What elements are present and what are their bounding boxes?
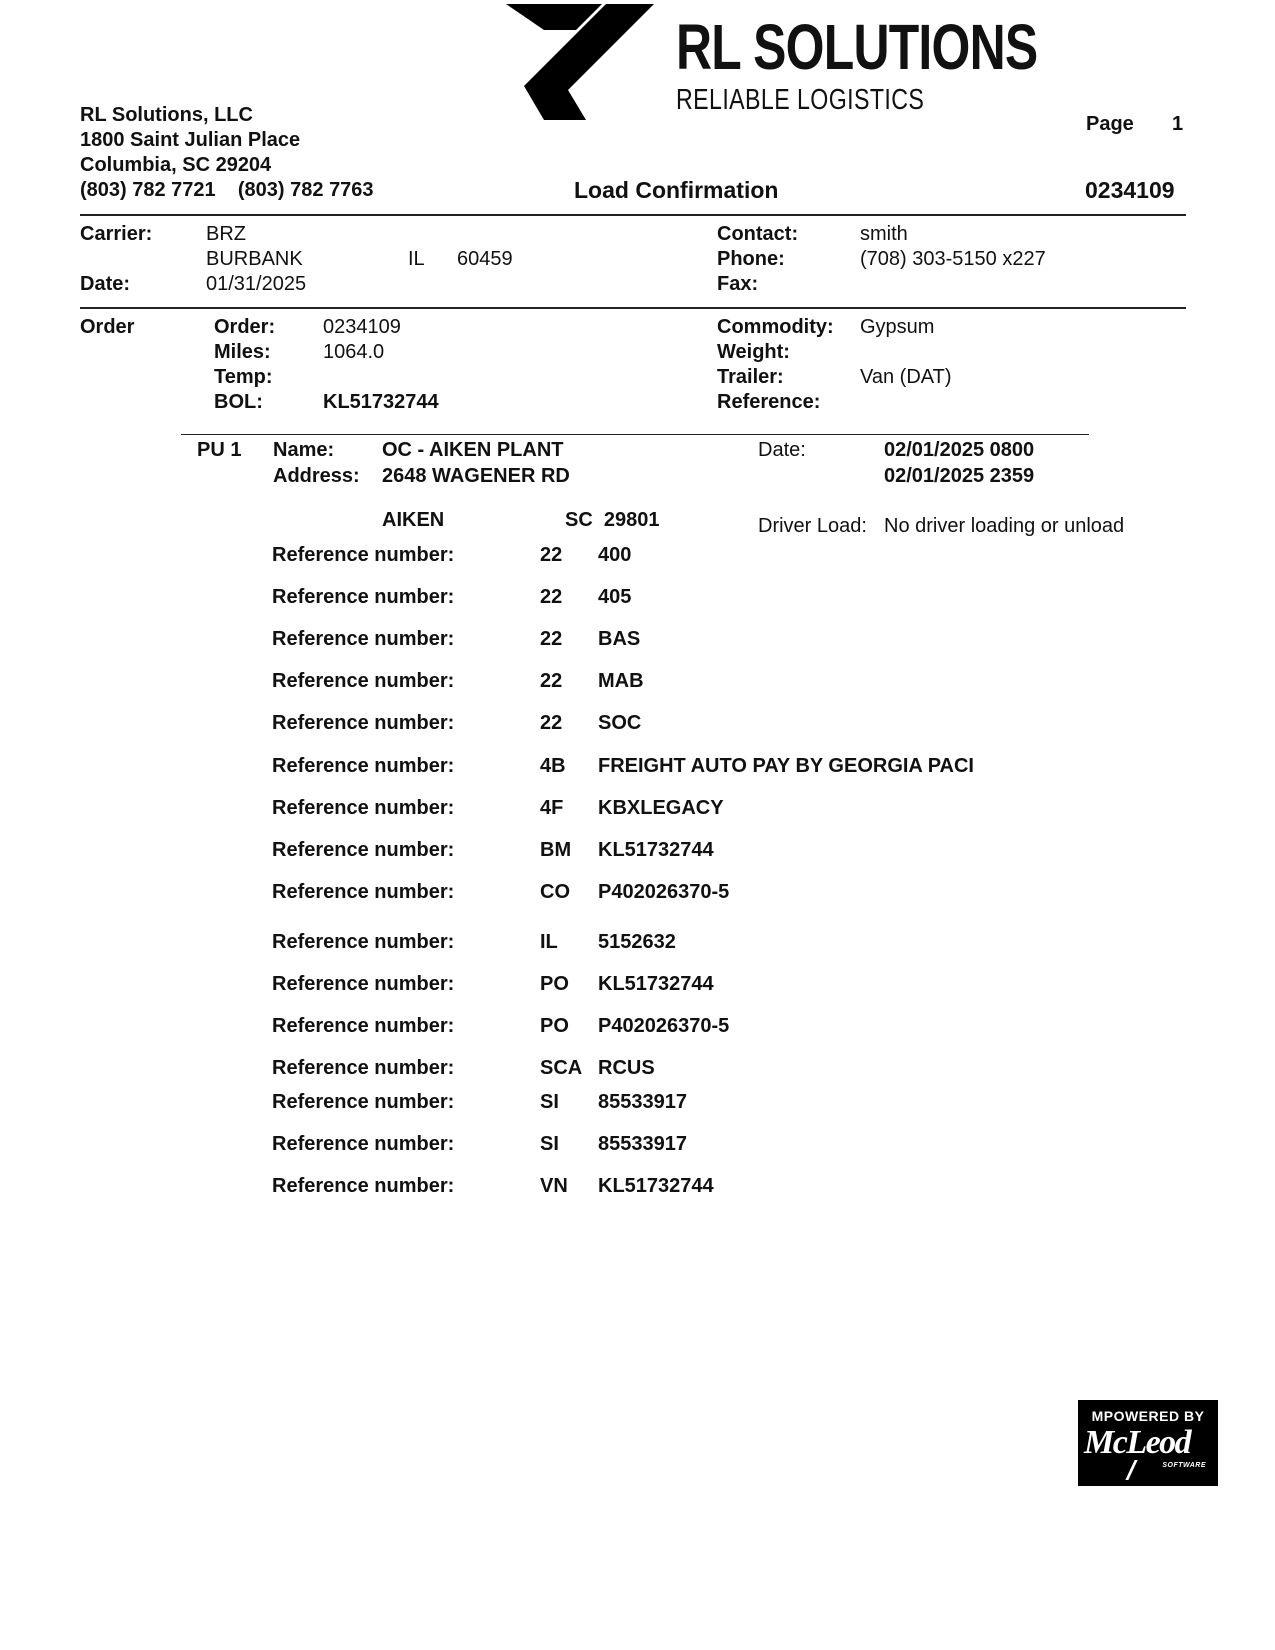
reference-row-label: Reference number: xyxy=(272,797,455,819)
reference-row-value: MAB xyxy=(598,670,644,692)
reference-row-value: FREIGHT AUTO PAY BY GEORGIA PACI xyxy=(598,755,974,777)
reference-row-code: 4B xyxy=(540,755,566,777)
page-number: 1 xyxy=(1172,113,1184,135)
reference-row-value: P402026370-5 xyxy=(598,1015,730,1037)
pickup-date-start: 02/01/2025 0800 xyxy=(884,439,1035,461)
doc-number: 0234109 xyxy=(1085,177,1175,203)
trailer-value: Van (DAT) xyxy=(860,366,952,388)
reference-row xyxy=(272,838,1072,862)
carrier-date-label: Date: xyxy=(80,273,131,295)
powered-by-label: MPOWERED BY xyxy=(1091,1408,1205,1424)
reference-row xyxy=(272,627,1072,651)
order-value: 0234109 xyxy=(323,316,401,338)
software-label: SOFTWARE xyxy=(1162,1462,1206,1469)
reference-row-code: 22 xyxy=(540,628,563,650)
pickup-city: AIKEN xyxy=(382,509,445,531)
reference-row-code: CO xyxy=(540,881,570,903)
reference-row-value: 5152632 xyxy=(598,931,676,953)
mcleod-logo: McLeod xyxy=(1084,1424,1191,1461)
carrier-date: 01/31/2025 xyxy=(206,273,307,295)
reference-row-label: Reference number: xyxy=(272,1091,455,1113)
carrier-state: IL xyxy=(408,248,425,270)
order-section-label: Order xyxy=(80,316,135,338)
reference-row-label: Reference number: xyxy=(272,1133,455,1155)
contact-value: smith xyxy=(860,223,908,245)
pickup-name-label: Name: xyxy=(273,439,335,461)
bol-label: BOL: xyxy=(214,391,263,413)
reference-row xyxy=(272,711,1072,735)
reference-row-value: SOC xyxy=(598,712,642,734)
reference-row-label: Reference number: xyxy=(272,973,455,995)
reference-row-code: BM xyxy=(540,839,572,861)
carrier-divider xyxy=(80,307,1186,309)
reference-row-value: 85533917 xyxy=(598,1133,687,1155)
reference-row-code: 4F xyxy=(540,797,564,819)
reference-row-value: P402026370-5 xyxy=(598,881,730,903)
carrier-city: BURBANK xyxy=(206,248,303,270)
contact-label: Contact: xyxy=(717,223,799,245)
rl-logo-mark-icon xyxy=(506,4,662,120)
commodity-label: Commodity: xyxy=(717,316,834,338)
reference-row-value: 400 xyxy=(598,544,632,566)
reference-row-value: RCUS xyxy=(598,1057,655,1079)
company-name: RL Solutions, LLC xyxy=(80,104,253,126)
reference-row-value: 85533917 xyxy=(598,1091,687,1113)
pickup-address: 2648 WAGENER RD xyxy=(382,465,570,487)
brand-tagline: RELIABLE LOGISTICS xyxy=(676,84,925,116)
reference-row xyxy=(272,585,1072,609)
temp-label: Temp: xyxy=(214,366,273,388)
reference-row xyxy=(272,1056,1072,1080)
driver-load-value: No driver loading or unload xyxy=(884,515,1125,537)
reference-row xyxy=(272,796,1072,820)
reference-row xyxy=(272,972,1072,996)
reference-row-code: VN xyxy=(540,1175,568,1197)
carrier-code: BRZ xyxy=(206,223,246,245)
slash-icon xyxy=(1125,1460,1137,1480)
pickup-stop: PU 1 xyxy=(197,439,242,461)
pickup-state-zip: SC 29801 xyxy=(565,509,660,531)
reference-row-value: BAS xyxy=(598,628,641,650)
reference-row xyxy=(272,543,1072,567)
reference-row-label: Reference number: xyxy=(272,755,455,777)
carrier-label: Carrier: xyxy=(80,223,153,245)
reference-row xyxy=(272,1014,1072,1038)
reference-row-label: Reference number: xyxy=(272,586,455,608)
reference-row xyxy=(272,1174,1072,1198)
reference-row xyxy=(272,754,1072,778)
phone-label: Phone: xyxy=(717,248,785,270)
reference-row-code: IL xyxy=(540,931,558,953)
reference-row-label: Reference number: xyxy=(272,931,455,953)
powered-by-badge xyxy=(1078,1400,1218,1486)
fax-label: Fax: xyxy=(717,273,759,295)
reference-row-code: SCA xyxy=(540,1057,583,1079)
reference-row xyxy=(272,669,1072,693)
reference-row-code: SI xyxy=(540,1133,559,1155)
bol-value: KL51732744 xyxy=(323,391,439,413)
reference-row xyxy=(272,1132,1072,1156)
reference-row-label: Reference number: xyxy=(272,628,455,650)
reference-row-label: Reference number: xyxy=(272,1057,455,1079)
doc-title: Load Confirmation xyxy=(574,177,779,203)
miles-label: Miles: xyxy=(214,341,271,363)
header-divider xyxy=(80,214,1186,216)
driver-load-label: Driver Load: xyxy=(758,515,867,537)
company-address1: 1800 Saint Julian Place xyxy=(80,129,301,151)
reference-row-code: SI xyxy=(540,1091,559,1113)
company-address2: Columbia, SC 29204 xyxy=(80,154,272,176)
reference-row xyxy=(272,880,1072,904)
pickup-date-end: 02/01/2025 2359 xyxy=(884,465,1035,487)
reference-row xyxy=(272,930,1072,954)
reference-row-code: PO xyxy=(540,973,569,995)
carrier-zip: 60459 xyxy=(457,248,513,270)
miles-value: 1064.0 xyxy=(323,341,385,363)
pickup-date-label: Date: xyxy=(758,439,806,461)
weight-label: Weight: xyxy=(717,341,790,363)
order-divider xyxy=(181,434,1089,435)
reference-row-value: KL51732744 xyxy=(598,1175,714,1197)
brand-name: RL SOLUTIONS xyxy=(676,11,1038,83)
trailer-label: Trailer: xyxy=(717,366,784,388)
reference-row-label: Reference number: xyxy=(272,1015,455,1037)
page-label: Page xyxy=(1086,113,1134,135)
company-phones: (803) 782 7721 (803) 782 7763 xyxy=(80,179,374,201)
reference-row-code: 22 xyxy=(540,544,563,566)
reference-label: Reference: xyxy=(717,391,821,413)
reference-row-value: KL51732744 xyxy=(598,839,714,861)
reference-row-code: 22 xyxy=(540,670,563,692)
order-label: Order: xyxy=(214,316,276,338)
reference-row-label: Reference number: xyxy=(272,670,455,692)
phone-value: (708) 303-5150 x227 xyxy=(860,248,1046,270)
reference-row-label: Reference number: xyxy=(272,839,455,861)
commodity-value: Gypsum xyxy=(860,316,935,338)
reference-row-code: 22 xyxy=(540,586,563,608)
reference-row-code: PO xyxy=(540,1015,569,1037)
reference-row-label: Reference number: xyxy=(272,712,455,734)
reference-row xyxy=(272,1090,1072,1114)
pickup-address-label: Address: xyxy=(273,465,360,487)
reference-row-code: 22 xyxy=(540,712,563,734)
reference-row-value: 405 xyxy=(598,586,632,608)
reference-row-label: Reference number: xyxy=(272,1175,455,1197)
pickup-name: OC - AIKEN PLANT xyxy=(382,439,564,461)
reference-row-value: KBXLEGACY xyxy=(598,797,724,819)
reference-row-value: KL51732744 xyxy=(598,973,714,995)
reference-row-label: Reference number: xyxy=(272,544,455,566)
reference-row-label: Reference number: xyxy=(272,881,455,903)
